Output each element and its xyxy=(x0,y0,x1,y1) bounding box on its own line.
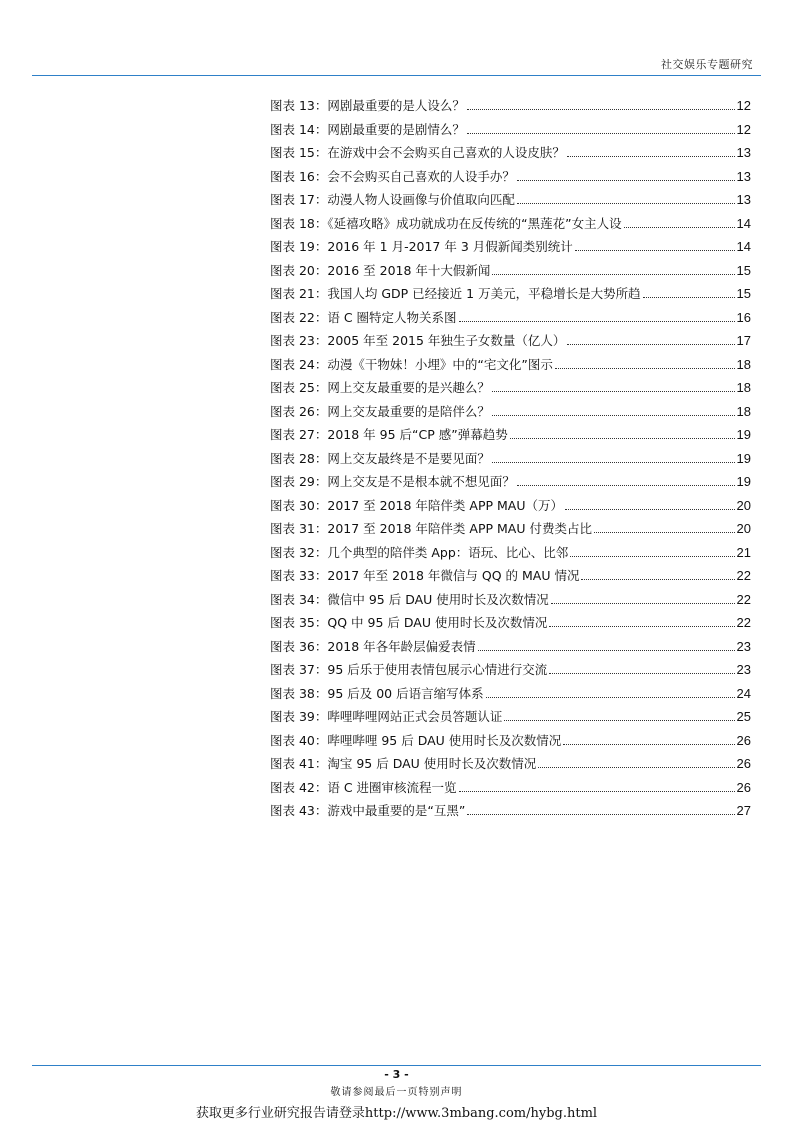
toc-entry[interactable] xyxy=(270,590,751,614)
toc-dot-leader xyxy=(486,697,735,698)
toc-entry-page: 22 xyxy=(736,591,751,607)
toc-entry[interactable] xyxy=(270,237,751,261)
toc-entry-page: 27 xyxy=(736,803,751,818)
toc-entry[interactable] xyxy=(270,378,751,402)
toc-entry-label: 图表 24：动漫《干物妹！小埋》中的“宅文化”图示 xyxy=(270,356,553,372)
page-number: - 3 - xyxy=(384,1068,409,1081)
toc-dot-leader xyxy=(581,579,734,580)
toc-entry-label: 图表 27：2018 年 95 后“CP 感”弹幕趋势 xyxy=(270,427,508,442)
toc-entry[interactable] xyxy=(270,613,751,637)
toc-dot-leader xyxy=(492,391,735,392)
toc-entry-label: 图表 22：语 C 圈特定人物关系图 xyxy=(270,309,457,325)
toc-entry-label: 图表 32：几个典型的陪伴类 App：语玩、比心、比邻 xyxy=(270,544,569,560)
toc-dot-leader xyxy=(563,744,734,745)
toc-dot-leader xyxy=(492,462,735,463)
disclaimer-text: 敬请参阅最后一页特别声明 xyxy=(330,1087,463,1098)
toc-entry[interactable] xyxy=(270,284,751,308)
toc-entry-label: 图表 39：哔哩哔哩网站正式会员答题认证 xyxy=(270,709,503,724)
toc-entry-page: 26 xyxy=(736,756,751,771)
toc-entry[interactable] xyxy=(270,684,751,708)
toc-entry-label: 图表 37：95 后乐于使用表情包展示心情进行交流 xyxy=(270,662,548,677)
toc-entry[interactable] xyxy=(270,496,751,520)
toc-entry[interactable] xyxy=(270,660,751,684)
toc-entry-label: 图表 34：微信中 95 后 DAU 使用时长及次数情况 xyxy=(270,591,549,607)
toc-entry-label: 图表 38：95 后及 00 后语言缩写体系 xyxy=(270,685,484,701)
toc-entry[interactable] xyxy=(270,425,751,449)
toc-entry-label: 图表 26：网上交友最重要的是陪伴么？ xyxy=(270,403,490,419)
toc-entry-page: 18 xyxy=(736,403,751,419)
toc-dot-leader xyxy=(538,767,734,768)
toc-entry-page: 14 xyxy=(736,215,751,231)
toc-entry-label: 图表 20：2016 至 2018 年十大假新闻 xyxy=(270,262,491,278)
toc-entry[interactable] xyxy=(270,167,751,191)
toc-entry[interactable] xyxy=(270,707,751,731)
toc-entry-page: 22 xyxy=(736,615,751,630)
toc-entry-label: 图表 35：QQ 中 95 后 DAU 使用时长及次数情况 xyxy=(270,615,548,630)
toc-dot-leader xyxy=(492,274,734,275)
toc-entry-label: 图表 13：网剧最重要的是人设么？ xyxy=(270,98,465,113)
toc-dot-leader xyxy=(567,344,734,345)
toc-dot-leader xyxy=(594,532,735,533)
toc-dot-leader xyxy=(467,133,735,134)
toc-entry[interactable] xyxy=(270,143,751,167)
toc-entry-page: 25 xyxy=(736,709,751,724)
toc-entry-label: 图表 14：网剧最重要的是剧情么？ xyxy=(270,121,465,137)
footer-divider xyxy=(32,1065,761,1066)
toc-entry[interactable] xyxy=(270,519,751,543)
toc-entry-page: 13 xyxy=(736,192,751,207)
toc-entry-page: 19 xyxy=(736,474,751,489)
toc-entry[interactable] xyxy=(270,449,751,473)
toc-entry-page: 12 xyxy=(736,121,751,137)
toc-entry-page: 20 xyxy=(736,497,751,513)
toc-entry[interactable] xyxy=(270,778,751,802)
toc-dot-leader xyxy=(551,603,735,604)
toc-entry-page: 22 xyxy=(736,568,751,583)
toc-entry[interactable] xyxy=(270,754,751,778)
toc-entry-label: 图表 42：语 C 进圈审核流程一览 xyxy=(270,779,457,795)
header-divider xyxy=(32,75,761,76)
toc-entry-label: 图表 43：游戏中最重要的是“互黑” xyxy=(270,803,466,818)
toc-entry-page: 19 xyxy=(736,450,751,466)
toc-entry[interactable] xyxy=(270,472,751,496)
toc-entry-label: 图表 18：《延禧攻略》成功就成功在反传统的“黑莲花”女主人设 xyxy=(270,215,622,231)
toc-entry-page: 19 xyxy=(736,427,751,442)
toc-entry-label: 图表 41：淘宝 95 后 DAU 使用时长及次数情况 xyxy=(270,756,537,771)
toc-dot-leader xyxy=(492,415,735,416)
toc-entry[interactable] xyxy=(270,331,751,355)
toc-entry-page: 12 xyxy=(736,98,751,113)
toc-entry[interactable] xyxy=(270,308,751,332)
promo-link[interactable]: 获取更多行业研究报告请登录http://www.3mbang.com/hybg.html xyxy=(195,1106,598,1121)
toc-entry-page: 23 xyxy=(736,662,751,677)
toc-entry-label: 图表 36：2018 年各年龄层偏爱表情 xyxy=(270,638,476,654)
toc-dot-leader xyxy=(549,673,734,674)
toc-entry-label: 图表 25：网上交友最重要的是兴趣么？ xyxy=(270,380,490,395)
toc-entry-label: 图表 40：哔哩哔哩 95 后 DAU 使用时长及次数情况 xyxy=(270,732,562,748)
toc-entry[interactable] xyxy=(270,261,751,285)
toc-entry-page: 16 xyxy=(736,309,751,325)
toc-entry-label: 图表 33：2017 年至 2018 年微信与 QQ 的 MAU 情况 xyxy=(270,568,580,583)
toc-entry-page: 14 xyxy=(736,239,751,254)
toc-entry-page: 15 xyxy=(736,286,751,301)
toc-dot-leader xyxy=(517,485,735,486)
toc-entry[interactable] xyxy=(270,402,751,426)
toc-entry[interactable] xyxy=(270,801,751,825)
toc-dot-leader xyxy=(643,297,735,298)
toc-dot-leader xyxy=(570,556,734,557)
toc-dot-leader xyxy=(510,438,735,439)
toc-entry-label: 图表 29：网上交友是不是根本就不想见面？ xyxy=(270,474,515,489)
toc-dot-leader xyxy=(478,650,735,651)
toc-entry-page: 21 xyxy=(736,544,751,560)
toc-entry-page: 17 xyxy=(736,333,751,348)
toc-dot-leader xyxy=(517,203,735,204)
toc-dot-leader xyxy=(467,109,735,110)
toc-entry-page: 13 xyxy=(736,145,751,160)
toc-entry[interactable] xyxy=(270,355,751,379)
toc-dot-leader xyxy=(549,626,734,627)
toc-entry[interactable] xyxy=(270,566,751,590)
toc-entry-page: 15 xyxy=(736,262,751,278)
toc-dot-leader xyxy=(467,814,734,815)
toc-dot-leader xyxy=(459,791,735,792)
toc-entry-label: 图表 21：我国人均 GDP 已经接近 1 万美元，平稳增长是大势所趋 xyxy=(270,286,641,301)
header-title: 社交娱乐专题研究 xyxy=(661,58,753,71)
toc-entry-label: 图表 17：动漫人物人设画像与价值取向匹配 xyxy=(270,192,515,207)
toc-entry-page: 26 xyxy=(736,732,751,748)
toc-entry-label: 图表 31：2017 至 2018 年陪伴类 APP MAU 付费类占比 xyxy=(270,521,592,536)
toc-entry-page: 20 xyxy=(736,521,751,536)
toc-entry[interactable] xyxy=(270,96,751,120)
toc-dot-leader xyxy=(575,250,735,251)
toc-entry-page: 13 xyxy=(736,168,751,184)
toc-dot-leader xyxy=(555,368,735,369)
toc-dot-leader xyxy=(565,509,735,510)
toc-entry[interactable] xyxy=(270,190,751,214)
toc-dot-leader xyxy=(624,227,735,228)
toc-entry-label: 图表 30：2017 至 2018 年陪伴类 APP MAU（万） xyxy=(270,497,563,513)
toc-entry[interactable] xyxy=(270,120,751,144)
toc-dot-leader xyxy=(459,321,735,322)
toc-entry-label: 图表 23：2005 年至 2015 年独生子女数量（亿人） xyxy=(270,333,566,348)
toc-entry[interactable] xyxy=(270,731,751,755)
toc-entry-page: 23 xyxy=(736,638,751,654)
toc-entry-page: 18 xyxy=(736,380,751,395)
toc-entry-label: 图表 28：网上交友最终是不是要见面？ xyxy=(270,450,490,466)
toc-dot-leader xyxy=(517,180,735,181)
toc-entry[interactable] xyxy=(270,543,751,567)
toc-entry[interactable] xyxy=(270,637,751,661)
toc-entry-label: 图表 15：在游戏中会不会购买自己喜欢的人设皮肤？ xyxy=(270,145,565,160)
toc-entry-page: 24 xyxy=(736,685,751,701)
toc-dot-leader xyxy=(567,156,735,157)
toc-entry-label: 图表 19：2016 年 1 月-2017 年 3 月假新闻类别统计 xyxy=(270,239,573,254)
toc-entry-page: 26 xyxy=(736,779,751,795)
toc-entry-page: 18 xyxy=(736,356,751,372)
toc-dot-leader xyxy=(504,720,734,721)
toc-entry-label: 图表 16：会不会购买自己喜欢的人设手办？ xyxy=(270,168,515,184)
toc-entry[interactable] xyxy=(270,214,751,238)
table-of-figures xyxy=(270,96,751,825)
